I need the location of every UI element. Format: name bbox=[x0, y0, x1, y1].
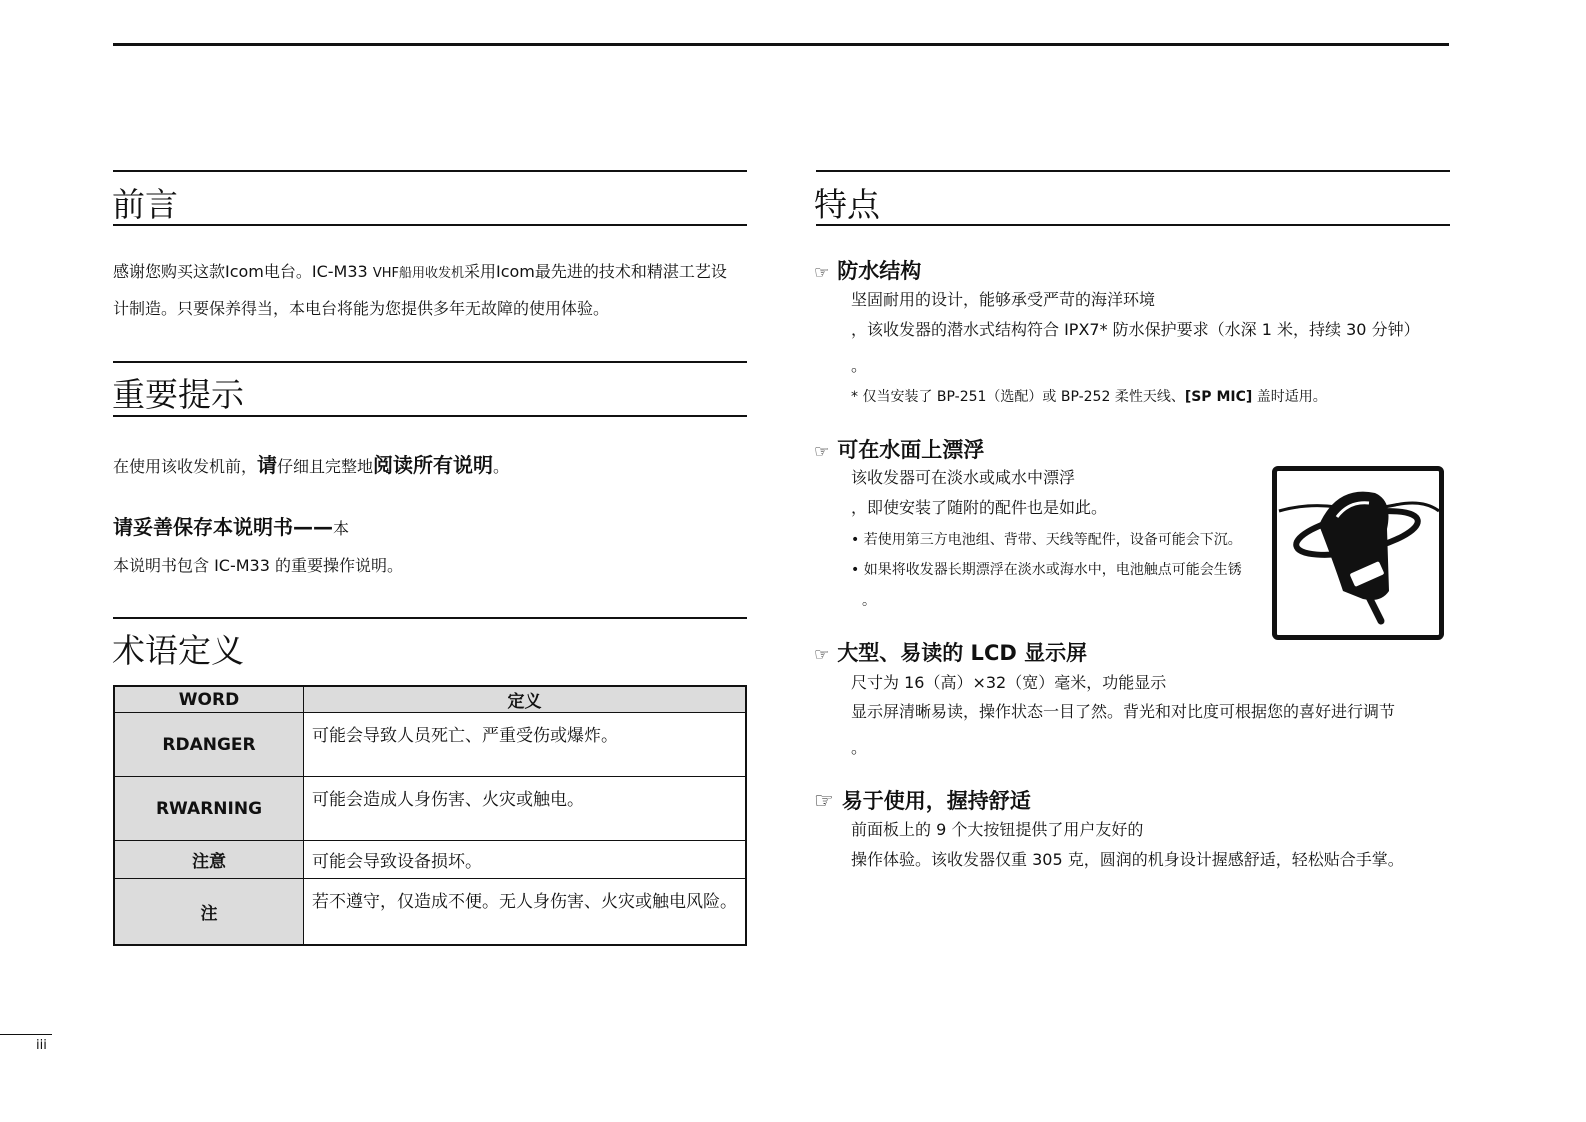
feature-lcd-line1: 尺寸为 16（高）×32（宽）毫米，功能显示 bbox=[851, 673, 1167, 692]
pointing-hand-icon: ☞ bbox=[814, 263, 830, 283]
waterproof-note-a: * 仅当安装了 BP-251（选配）或 BP-252 柔性天线、 bbox=[851, 389, 1185, 405]
important-rule-top bbox=[113, 361, 747, 363]
feature-lcd-heading bbox=[814, 640, 1087, 668]
table-row bbox=[114, 841, 746, 879]
page-number: iii bbox=[36, 1038, 47, 1053]
important-read-d: 阅读所有说明 bbox=[373, 453, 494, 477]
table-row bbox=[114, 713, 746, 777]
preface-line-1-small: VHF船用收发机 bbox=[372, 266, 464, 281]
feature-float-title: 可在水面上漂浮 bbox=[837, 438, 985, 462]
waterproof-note-c: 盖时适用。 bbox=[1252, 389, 1327, 405]
terms-table bbox=[113, 685, 747, 946]
feature-easy-title: 易于使用，握持舒适 bbox=[841, 789, 1031, 813]
feature-waterproof-note bbox=[851, 388, 1327, 406]
terms-table-header bbox=[114, 686, 746, 713]
bullet-icon: • bbox=[851, 532, 860, 548]
term-word: RDANGER bbox=[114, 713, 304, 777]
feature-easy-line1: 前面板上的 9 个大按钮提供了用户友好的 bbox=[851, 820, 1144, 839]
floating-radio-icon bbox=[1277, 471, 1439, 635]
pointing-hand-icon: ☞ bbox=[814, 645, 830, 665]
pointing-hand-icon: ☞ bbox=[814, 789, 834, 814]
preface-line-2: 计制造。只要保养得当，本电台将能为您提供多年无故障的使用体验。 bbox=[113, 299, 610, 318]
feature-waterproof-title: 防水结构 bbox=[837, 259, 922, 283]
feature-waterproof-line2: ，该收发器的潜水式结构符合 IPX7* 防水保护要求（水深 1 米，持续 30 分钟） bbox=[851, 320, 1420, 339]
preface-rule-top bbox=[113, 170, 747, 172]
features-rule-top bbox=[816, 170, 1450, 172]
term-word: 注 bbox=[114, 879, 304, 945]
feature-waterproof-line1: 坚固耐用的设计，能够承受严苛的海洋环境 bbox=[851, 290, 1156, 309]
feature-easy-line2: 操作体验。该收发器仅重 305 克，圆润的机身设计握感舒适，轻松贴合手掌。 bbox=[851, 850, 1404, 869]
term-def: 可能会造成人身伤害、火灾或触电。 bbox=[304, 777, 747, 841]
keep-manual-heading bbox=[113, 515, 349, 541]
pointing-hand-icon: ☞ bbox=[814, 442, 830, 462]
important-read-b: 请 bbox=[257, 453, 278, 477]
important-read-c: 仔细且完整地 bbox=[277, 457, 374, 476]
terms-header-def: 定义 bbox=[304, 686, 747, 713]
keep-manual-small: 本 bbox=[333, 519, 350, 538]
feature-waterproof-line3: 。 bbox=[851, 356, 868, 375]
feature-float-line1: 该收发器可在淡水或咸水中漂浮 bbox=[851, 468, 1076, 487]
feature-float-bullet2-end: 。 bbox=[862, 593, 876, 609]
important-read-a: 在使用该收发机前， bbox=[113, 457, 258, 476]
term-def: 可能会导致设备损坏。 bbox=[304, 841, 747, 879]
important-read-line bbox=[113, 452, 509, 480]
important-rule-bottom bbox=[113, 415, 747, 417]
term-word: 注意 bbox=[114, 841, 304, 879]
feature-float-line2: ，即使安装了随附的配件也是如此。 bbox=[851, 498, 1108, 517]
page-number-rule bbox=[0, 1034, 52, 1035]
waterproof-note-b: [SP MIC] bbox=[1184, 389, 1253, 405]
bullet-icon: • bbox=[851, 562, 860, 578]
keep-manual-bold: 请妥善保存本说明书—— bbox=[113, 515, 333, 539]
important-read-e: 。 bbox=[493, 457, 510, 476]
feature-waterproof-heading bbox=[814, 258, 921, 286]
feature-lcd-line3: 。 bbox=[851, 738, 868, 757]
feature-lcd-line2: 显示屏清晰易读，操作状态一目了然。背光和对比度可根据您的喜好进行调节 bbox=[851, 702, 1396, 721]
feature-float-bullet1 bbox=[851, 531, 1242, 549]
table-row bbox=[114, 777, 746, 841]
preface-rule-bottom bbox=[113, 224, 747, 226]
preface-line-1a: 感谢您购买这款Icom电台。IC-M33 bbox=[113, 262, 373, 281]
preface-line-1 bbox=[113, 262, 727, 284]
term-def: 可能会导致人员死亡、严重受伤或爆炸。 bbox=[304, 713, 747, 777]
features-rule-bottom bbox=[816, 224, 1450, 226]
float-bullet2-text: 如果将收发器长期漂浮在淡水或海水中，电池触点可能会生锈 bbox=[863, 562, 1242, 578]
table-row bbox=[114, 879, 746, 945]
terms-header-word: WORD bbox=[114, 686, 304, 713]
terms-rule-top bbox=[113, 617, 747, 619]
term-word: RWARNING bbox=[114, 777, 304, 841]
feature-easy-heading bbox=[814, 788, 1031, 815]
preface-line-1b: 采用Icom最先进的技术和精湛工艺设 bbox=[463, 262, 727, 281]
floating-radio-figure bbox=[1272, 466, 1444, 640]
features-title: 特点 bbox=[814, 185, 880, 224]
important-title: 重要提示 bbox=[112, 375, 244, 414]
preface-title: 前言 bbox=[112, 185, 178, 224]
term-def: 若不遵守，仅造成不便。无人身伤害、火灾或触电风险。 bbox=[304, 879, 747, 945]
feature-float-bullet2 bbox=[851, 561, 1242, 579]
top-rule bbox=[113, 43, 1449, 46]
feature-float-heading bbox=[814, 437, 984, 465]
feature-lcd-title: 大型、易读的 LCD 显示屏 bbox=[837, 641, 1088, 665]
float-bullet1-text: 若使用第三方电池组、背带、天线等配件，设备可能会下沉。 bbox=[863, 532, 1242, 548]
terms-title: 术语定义 bbox=[112, 631, 244, 670]
keep-manual-desc: 本说明书包含 IC-M33 的重要操作说明。 bbox=[113, 556, 404, 575]
